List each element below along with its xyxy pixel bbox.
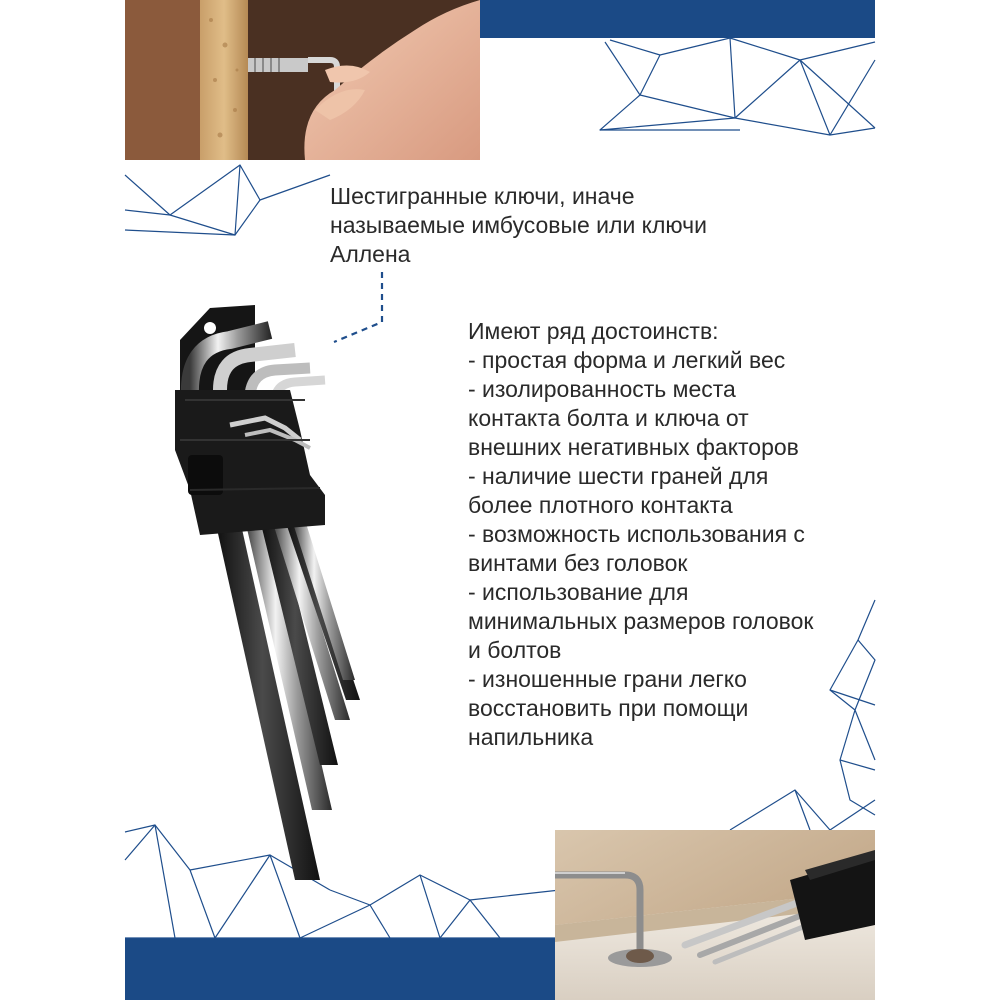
- benefits-line: более плотного контакта: [468, 492, 733, 518]
- benefits-line: - изношенные грани легко: [468, 666, 747, 692]
- benefits-heading: Имеют ряд достоинств:: [468, 318, 719, 344]
- hex-key-in-furniture-photo: [555, 830, 875, 1000]
- benefits-line: - простая форма и легкий вес: [468, 347, 786, 373]
- caption-line: Аллена: [330, 241, 411, 267]
- hex-key-set-photo: [160, 300, 370, 890]
- bottom-photo: [555, 830, 875, 1000]
- benefits-line: контакта болта и ключа от: [468, 405, 749, 431]
- product-image: [160, 300, 370, 890]
- benefits-line: - наличие шести граней для: [468, 463, 769, 489]
- hand-turning-hex-key-photo: [125, 0, 480, 160]
- benefits-line: - использование для: [468, 579, 689, 605]
- caption-line: называемые имбусовые или ключи: [330, 212, 707, 238]
- benefits-line: и болтов: [468, 637, 562, 663]
- benefits-line: напильника: [468, 724, 594, 750]
- benefits-line: восстановить при помощи: [468, 695, 749, 721]
- benefits-line: минимальных размеров головок: [468, 608, 814, 634]
- benefits-line: - возможность использования с: [468, 521, 805, 547]
- benefits-line: - изолированность места: [468, 376, 736, 402]
- caption-line: Шестигранные ключи, иначе: [330, 183, 635, 209]
- product-caption: [330, 182, 770, 269]
- benefits-list: [468, 317, 868, 752]
- top-photo: [125, 0, 480, 160]
- benefits-line: внешних негативных факторов: [468, 434, 799, 460]
- benefits-line: винтами без головок: [468, 550, 688, 576]
